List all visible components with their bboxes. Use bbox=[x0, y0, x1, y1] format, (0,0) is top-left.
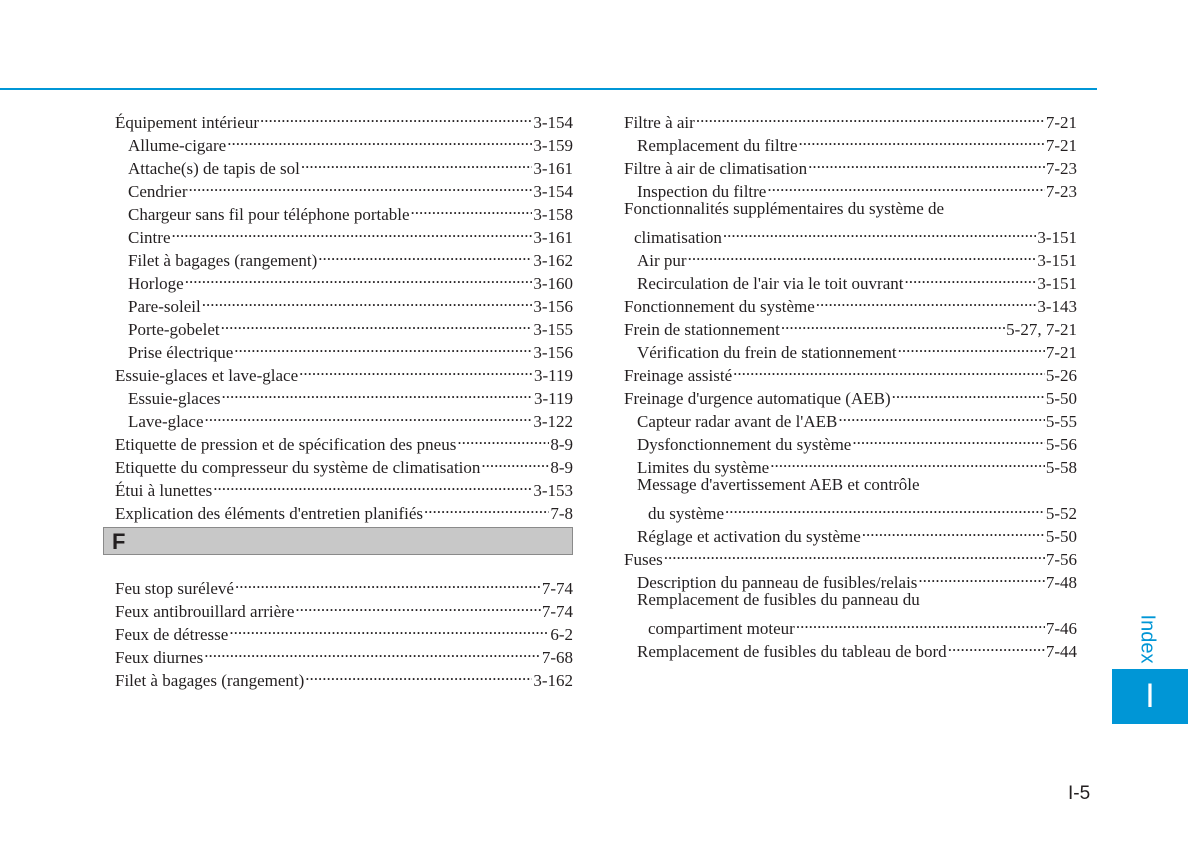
entry-term: Horloge bbox=[128, 274, 184, 293]
dot-leader bbox=[898, 335, 1045, 358]
entry-page: 3-158 bbox=[533, 205, 573, 224]
entry-term: Fonctionnement du système bbox=[624, 297, 815, 316]
dot-leader bbox=[301, 151, 532, 174]
dot-leader bbox=[481, 450, 549, 473]
side-tab-label bbox=[1127, 615, 1167, 663]
entry-term: Cendrier bbox=[128, 182, 188, 201]
entry-page: 3-156 bbox=[533, 297, 573, 316]
entry-term: Feux diurnes bbox=[115, 648, 204, 667]
entry-term: Freinage assisté bbox=[624, 366, 733, 385]
entry-term: Allume-cigare bbox=[128, 136, 227, 155]
dot-leader bbox=[862, 519, 1045, 542]
entry-page: 7-68 bbox=[541, 648, 573, 667]
dot-leader bbox=[229, 617, 549, 640]
dot-leader bbox=[204, 640, 541, 663]
index-list bbox=[624, 105, 1077, 661]
entry-term: Filtre à air bbox=[624, 113, 695, 132]
entry-page: 3-143 bbox=[1037, 297, 1077, 316]
entry-term: Explication des éléments d'entretien planifiés bbox=[115, 504, 424, 523]
side-tab-label-text: Index bbox=[1136, 614, 1159, 664]
dot-leader bbox=[816, 289, 1037, 312]
dot-leader bbox=[172, 220, 533, 243]
entry-term: Frein de stationnement bbox=[624, 320, 780, 339]
entry-page: 3-155 bbox=[533, 320, 573, 339]
entry-term: Essuie-glaces et lave-glace bbox=[115, 366, 299, 385]
index-entry bbox=[624, 197, 1077, 220]
dot-leader bbox=[227, 128, 532, 151]
dot-leader bbox=[202, 289, 533, 312]
index-entry bbox=[624, 473, 1077, 496]
entry-term: Cintre bbox=[128, 228, 171, 247]
entry-term: Étui à lunettes bbox=[115, 481, 213, 500]
entry-term: Attache(s) de tapis de sol bbox=[128, 159, 300, 178]
dot-leader bbox=[221, 312, 533, 335]
entry-page: 3-119 bbox=[533, 366, 573, 385]
dot-leader bbox=[234, 335, 532, 358]
entry-page: 5-50 bbox=[1045, 389, 1077, 408]
entry-page: 3-153 bbox=[533, 481, 573, 500]
index-entry bbox=[624, 565, 1077, 592]
section-header-f bbox=[103, 527, 573, 555]
index-entry bbox=[624, 496, 1077, 523]
index-entry bbox=[624, 588, 1077, 611]
dot-leader bbox=[696, 105, 1045, 128]
entry-page: 5-58 bbox=[1045, 458, 1077, 477]
dot-leader bbox=[770, 450, 1045, 473]
entry-term: Filet à bagages (rangement) bbox=[115, 671, 305, 690]
entry-term: Remplacement de fusibles du panneau du bbox=[637, 590, 920, 609]
entry-page: 3-159 bbox=[533, 136, 573, 155]
dot-leader bbox=[838, 404, 1044, 427]
dot-leader bbox=[664, 542, 1045, 565]
entry-page: 5-27, 7-21 bbox=[1006, 320, 1077, 339]
dot-leader bbox=[260, 105, 532, 128]
entry-page: 5-52 bbox=[1045, 504, 1077, 523]
dot-leader bbox=[205, 404, 533, 427]
index-entry bbox=[115, 571, 573, 598]
entry-page: 5-56 bbox=[1045, 435, 1077, 454]
dot-leader bbox=[781, 312, 1005, 335]
side-tab bbox=[1112, 669, 1188, 724]
dot-leader bbox=[305, 663, 532, 686]
entry-page: 7-56 bbox=[1045, 550, 1077, 569]
entry-term: Limites du système bbox=[637, 458, 770, 477]
dot-leader bbox=[892, 381, 1045, 404]
entry-term: Porte-gobelet bbox=[128, 320, 220, 339]
entry-term: Air pur bbox=[637, 251, 687, 270]
entry-term: Lave-glace bbox=[128, 412, 204, 431]
dot-leader bbox=[318, 243, 532, 266]
entry-term: du système bbox=[648, 504, 725, 523]
entry-page: 3-156 bbox=[533, 343, 573, 362]
dot-leader bbox=[222, 381, 533, 404]
dot-leader bbox=[299, 358, 533, 381]
entry-page: 3-122 bbox=[533, 412, 573, 431]
entry-page: 7-21 bbox=[1045, 136, 1077, 155]
dot-leader bbox=[295, 594, 540, 617]
section-letter: F bbox=[112, 529, 126, 554]
dot-leader bbox=[796, 611, 1045, 634]
entry-term: climatisation bbox=[634, 228, 722, 247]
entry-term: Filet à bagages (rangement) bbox=[128, 251, 318, 270]
side-tab-letter: I bbox=[1145, 677, 1155, 715]
entry-page: 3-151 bbox=[1037, 228, 1077, 247]
dot-leader bbox=[457, 427, 549, 450]
entry-page: 3-154 bbox=[533, 182, 573, 201]
entry-page: 5-26 bbox=[1045, 366, 1077, 385]
entry-page: 3-162 bbox=[533, 671, 573, 690]
entry-term: Message d'avertissement AEB et contrôle bbox=[637, 475, 920, 494]
index-entry bbox=[624, 105, 1077, 132]
entry-page: 7-21 bbox=[1045, 343, 1077, 362]
entry-term: Remplacement du filtre bbox=[637, 136, 798, 155]
entry-term: compartiment moteur bbox=[648, 619, 795, 638]
dot-leader bbox=[733, 358, 1045, 381]
entry-page: 7-8 bbox=[550, 504, 573, 523]
dot-leader bbox=[235, 571, 541, 594]
index-entry bbox=[624, 243, 1077, 270]
entry-page: 5-55 bbox=[1045, 412, 1077, 431]
dot-leader bbox=[723, 220, 1037, 243]
entry-page: 3-160 bbox=[533, 274, 573, 293]
entry-page: 3-151 bbox=[1037, 251, 1077, 270]
entry-page: 7-48 bbox=[1045, 573, 1077, 592]
entry-term: Feux antibrouillard arrière bbox=[115, 602, 295, 621]
entry-term: Etiquette du compresseur du système de climatisation bbox=[115, 458, 481, 477]
entry-page: 7-74 bbox=[541, 579, 573, 598]
dot-leader bbox=[808, 151, 1045, 174]
index-column-right bbox=[624, 105, 1077, 661]
dot-leader bbox=[904, 266, 1036, 289]
entry-term: Capteur radar avant de l'AEB bbox=[637, 412, 838, 431]
index-entry bbox=[624, 266, 1077, 293]
entry-term: Filtre à air de climatisation bbox=[624, 159, 808, 178]
entry-term: Recirculation de l'air via le toit ouvrant bbox=[637, 274, 904, 293]
entry-term: Réglage et activation du système bbox=[637, 527, 861, 546]
dot-leader bbox=[688, 243, 1037, 266]
dot-leader bbox=[213, 473, 532, 496]
entry-term: Etiquette de pression et de spécification des pneus bbox=[115, 435, 457, 454]
index-list bbox=[115, 105, 573, 523]
entry-page: 7-21 bbox=[1045, 113, 1077, 132]
dot-leader bbox=[767, 174, 1044, 197]
entry-term: Description du panneau de fusibles/relais bbox=[637, 573, 918, 592]
entry-page: 5-50 bbox=[1045, 527, 1077, 546]
dot-leader bbox=[918, 565, 1044, 588]
entry-page: 7-23 bbox=[1045, 159, 1077, 178]
dot-leader bbox=[948, 634, 1045, 657]
index-entry bbox=[624, 611, 1077, 638]
entry-term: Équipement intérieur bbox=[115, 113, 259, 132]
entry-term: Remplacement de fusibles du tableau de bord bbox=[637, 642, 947, 661]
entry-term: Feu stop surélevé bbox=[115, 579, 234, 598]
index-column-left bbox=[112, 105, 573, 690]
entry-term: Feux de détresse bbox=[115, 625, 229, 644]
entry-page: 3-161 bbox=[533, 159, 573, 178]
index-entry bbox=[115, 220, 573, 247]
entry-term: Vérification du frein de stationnement bbox=[637, 343, 897, 362]
entry-term: Pare-soleil bbox=[128, 297, 201, 316]
page-number: I-5 bbox=[1068, 783, 1091, 804]
entry-term: Prise électrique bbox=[128, 343, 234, 362]
dot-leader bbox=[852, 427, 1044, 450]
dot-leader bbox=[799, 128, 1045, 151]
entry-term: Dysfonctionnement du système bbox=[637, 435, 852, 454]
entry-term: Essuie-glaces bbox=[128, 389, 221, 408]
entry-term: Fonctionnalités supplémentaires du système de bbox=[624, 199, 945, 218]
entry-page: 3-151 bbox=[1037, 274, 1077, 293]
entry-page: 7-23 bbox=[1045, 182, 1077, 201]
entry-page: 8-9 bbox=[550, 435, 573, 454]
entry-page: 7-74 bbox=[541, 602, 573, 621]
index-list bbox=[115, 571, 573, 690]
entry-term: Fuses bbox=[624, 550, 663, 569]
dot-leader bbox=[424, 496, 549, 519]
index-entry bbox=[624, 220, 1077, 247]
dot-leader bbox=[411, 197, 533, 220]
entry-page: 3-154 bbox=[533, 113, 573, 132]
index-entry bbox=[624, 542, 1077, 569]
entry-page: 3-119 bbox=[533, 389, 573, 408]
dot-leader bbox=[725, 496, 1045, 519]
entry-page: 7-44 bbox=[1045, 642, 1077, 661]
dot-leader bbox=[188, 174, 532, 197]
entry-page: 3-161 bbox=[533, 228, 573, 247]
index-entry bbox=[115, 105, 573, 132]
entry-page: 8-9 bbox=[550, 458, 573, 477]
entry-term: Inspection du filtre bbox=[637, 182, 767, 201]
entry-term: Freinage d'urgence automatique (AEB) bbox=[624, 389, 891, 408]
index-entry bbox=[115, 243, 573, 270]
entry-page: 6-2 bbox=[550, 625, 573, 644]
entry-term: Chargeur sans fil pour téléphone portable bbox=[128, 205, 410, 224]
dot-leader bbox=[185, 266, 533, 289]
entry-page: 7-46 bbox=[1045, 619, 1077, 638]
top-rule bbox=[0, 88, 1097, 90]
entry-page: 3-162 bbox=[533, 251, 573, 270]
